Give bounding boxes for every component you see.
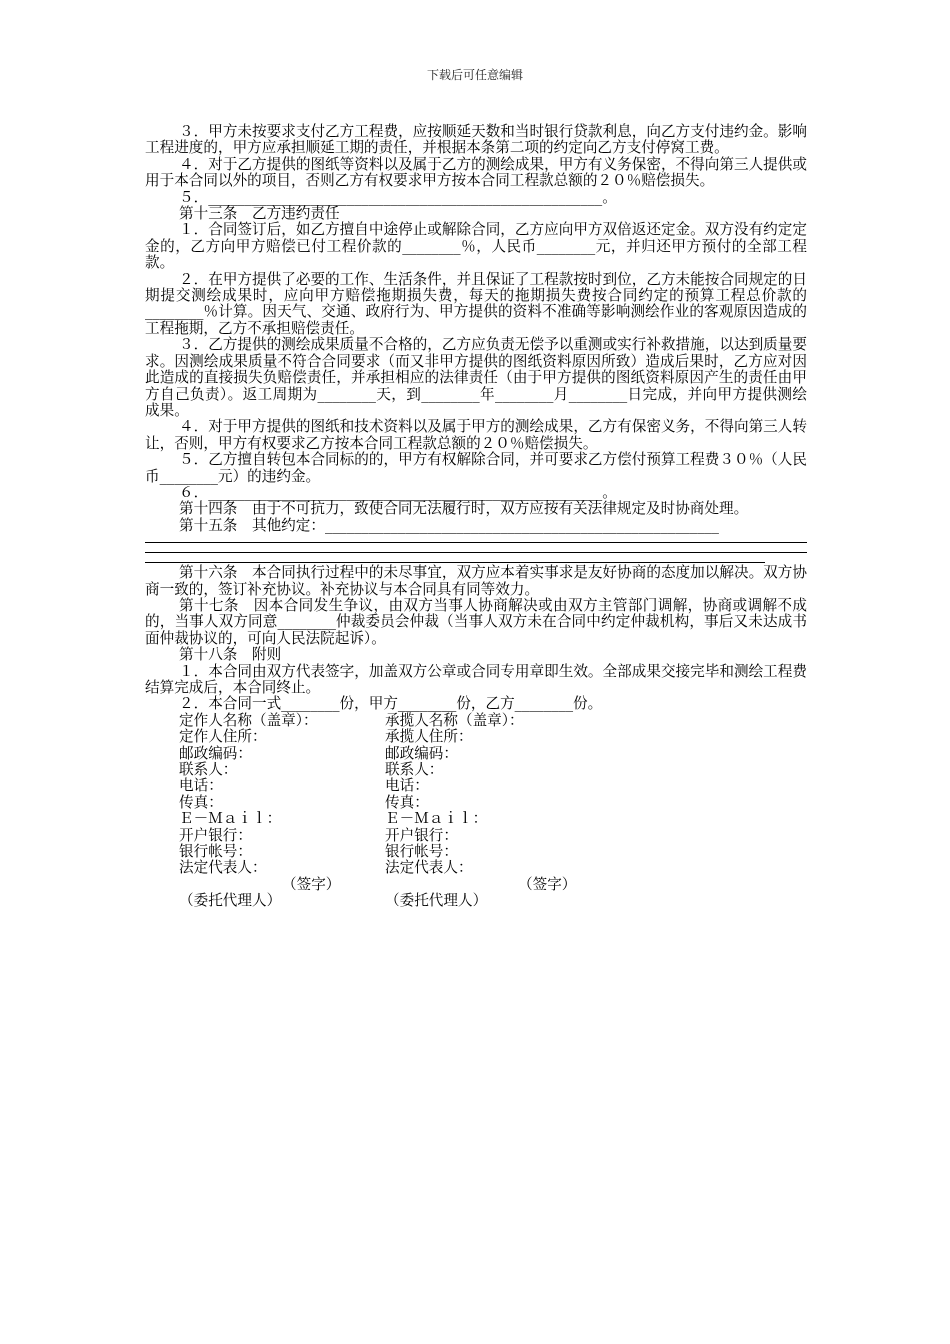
article-14: 第十四条 由于不可抗力，致使合同无法履行时，双方应按有关法律规定及时协商处理。 [179,500,749,518]
field-label: 法定代表人： [179,859,267,877]
field-label: 银行帐号： [385,842,458,860]
field-label: 电话： [179,777,223,795]
field-label: Ｅ－Ｍａｉｌ： [385,810,488,828]
field-label: 邮政编码： [385,744,458,762]
clause-12-5: ５．______________________________________________________。 [179,188,617,206]
article-16: 第十六条 本合同执行过程中的未尽事宜，双方应本着实事求是友好协商的态度加以解决。双方协商一致的，签订补充协议。补充协议与本合同具有同等效力。 [145,564,807,598]
field-label: 邮政编码： [179,744,252,762]
field-label: 联系人： [179,760,238,778]
party-row [145,729,807,745]
field-label: 开户银行： [179,826,252,844]
field-label: 定作人名称（盖章）： [179,711,318,729]
agent-row [145,893,807,909]
field-label: 传真： [385,793,429,811]
field-label: Ｅ－Ｍａｉｌ： [179,810,282,828]
party-row [145,713,807,729]
contract-body [145,124,807,910]
clause-12-3: ３．甲方未按要求支付乙方工程费，应按顺延天数和当时银行贷款利息，向乙方支付违约金。影响工程进度的，甲方应承担顺延工期的责任，并根据本条第二项的约定向乙方支付停窝工费。 [145,123,807,157]
sign-label-left: （签字） [282,875,341,893]
article-18-heading: 第十八条 附则 [179,646,282,664]
party-row [145,795,807,811]
field-label: 银行帐号： [179,842,252,860]
party-row [145,762,807,778]
field-label: 法定代表人： [385,859,473,877]
party-row [145,811,807,827]
clause-12-4: ４．对于乙方提供的图纸等资料以及属于乙方的测绘成果，甲方有义务保密，不得向第三人提供或用于本合同以外的项目，否则乙方有权要求甲方按本合同工程款总额的２０％赔偿损失。 [145,155,807,190]
clause-13-1: １．合同签订后，如乙方擅自中途停止或解除合同，乙方应向甲方双倍返还定金。双方没有约定定金的，乙方向甲方赔偿已付工程价款的________％，人民币________元，并归还甲方预付的全部工程款。 [145,221,807,272]
article-13-heading: 第十三条 乙方违约责任 [179,205,340,223]
field-label: 承揽人名称（盖章）： [385,711,524,729]
field-label: 定作人住所： [179,728,267,746]
clause-13-4: ４．对于甲方提供的图纸和技术资料以及属于甲方的测绘成果，乙方有保密义务，不得向第三人转让，否则，甲方有权要求乙方按本合同工程款总额的２０％赔偿损失。 [145,418,807,452]
clause-13-2: ２．在甲方提供了必要的工作、生活条件，并且保证了工程款按时到位，乙方未能按合同规定的日期提交测绘成果时，应向甲方赔偿拖期损失费，每天的拖期损失费按合同约定的预算工程总价款的________％计算。因天气、交通、政府行为、甲方提供的资料不准确等影响测绘作业的客观原因造成的工程拖期，乙方不承担赔偿责任。 [145,270,807,337]
clause-18-1: １．本合同由双方代表签字，加盖双方公章或合同专用章即生效。全部成果交接完毕和测绘工程费结算完成后，本合同终止。 [145,662,807,696]
party-info-block [145,713,807,910]
blank-line [145,542,807,543]
article-15: 第十五条 其他约定：______________________________________________________ [179,516,719,534]
party-row [145,828,807,844]
field-label: 承揽人住所： [385,728,473,746]
article-17: 第十七条 因本合同发生争议，由双方当事人协商解决或由双方主管部门调解，协商或调解不成的，当事人双方同意________仲裁委员会仲裁（当事人双方未在合同中约定仲裁机构，事后又未达成书面仲裁协议的，可向人民法院起诉）。 [145,596,807,647]
blank-line [145,562,765,563]
party-row [145,746,807,762]
party-row [145,844,807,860]
field-label: 电话： [385,777,429,795]
party-row [145,778,807,794]
field-label: 传真： [179,793,223,811]
clause-13-6: ６．______________________________________________________。 [179,483,617,501]
page-header: 下载后可任意编辑 [426,68,523,82]
clause-18-2: ２．本合同一式________份，甲方________份，乙方________份。 [179,695,603,713]
sign-label-right: （签字） [518,875,577,893]
agent-label-right: （委托代理人） [385,892,488,910]
agent-label-left: （委托代理人） [179,892,282,910]
blank-line [145,552,807,553]
clause-13-3: ３．乙方提供的测绘成果质量不合格的，乙方应负责无偿予以重测或实行补救措施，以达到质量要求。因测绘成果质量不符合合同要求（而又非甲方提供的图纸资料原因所致）造成后果时，乙方应对因此造成的直接损失负赔偿责任，并承担相应的法律责任（由于甲方提供的图纸资料原因产生的责任由甲方自己负责）。返工周期为________天，到________年________月________日完成，并向甲方提供测绘成果。 [145,336,807,419]
clause-13-5: ５．乙方擅自转包本合同标的的，甲方有权解除合同，并可要求乙方偿付预算工程费３０％（人民币________元）的违约金。 [145,451,807,485]
field-label: 开户银行： [385,826,458,844]
party-row [145,860,807,876]
signature-row [145,877,807,893]
field-label: 联系人： [385,760,444,778]
